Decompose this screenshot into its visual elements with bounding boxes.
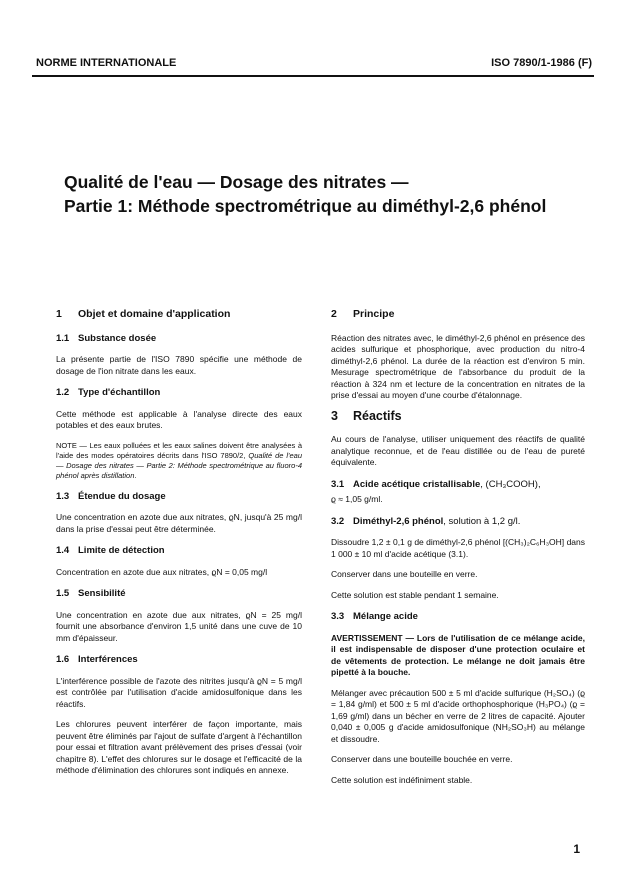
paragraph: Les chlorures peuvent interférer de façon importante, mais peuvent être éliminés par l'ajout de sulfate d'argent à l'échantillon pour essai et filtration avant prélèvement des prises d'essai (voir chapitre 8). L'effet des chlorures sur le dosage et l'efficacité de la méthode d'élimination des chlorures sont indiqués en annexe. bbox=[56, 719, 302, 775]
title-line-2: Partie 1: Méthode spectrométrique au diméthyl-2,6 phénol bbox=[64, 196, 547, 216]
subsection-number: 1.5 bbox=[56, 588, 70, 599]
subsection-heading bbox=[56, 545, 302, 557]
subsection-number: 1.6 bbox=[56, 654, 70, 665]
subsection-heading bbox=[56, 588, 302, 600]
paragraph: Mélanger avec précaution 500 ± 5 ml d'acide sulfurique (H₂SO₄) (ϱ = 1,84 g/ml) et 500 ± 5 ml d'acide orthophosphorique (H₃PO₄) (ϱ = 1,69 g/ml) dans un bécher en verre de 2 litres de capacité. Ajouter 0,040 ± 0,005 g d'acide amidosulfonique (NH₂SO₃H) au mélange et dissoudre. bbox=[331, 687, 585, 744]
note-text: NOTE — Les eaux polluées et les eaux salines doivent être analysées à l'aide des modes opératoires décrits dans l'ISO 7890/2, bbox=[56, 440, 302, 460]
section-heading bbox=[331, 309, 585, 321]
subsection-title: Limite de détection bbox=[78, 545, 165, 556]
subsection-heading bbox=[56, 387, 302, 399]
subsection-heading bbox=[331, 516, 585, 528]
paragraph: La présente partie de l'ISO 7890 spécifie une méthode de dosage de l'ion nitrate dans les eaux. bbox=[56, 354, 302, 376]
subsection-number: 3.3 bbox=[331, 611, 345, 622]
paragraph: Dissoudre 1,2 ± 0,1 g de diméthyl-2,6 phénol [(CH₃)₂C₆H₃OH] dans 1 000 ± 10 ml d'acide acétique (3.1). bbox=[331, 537, 585, 559]
subsection-heading bbox=[56, 333, 302, 345]
subsection-title-rest: , (CH₃COOH), bbox=[480, 478, 541, 490]
paragraph: Cette solution est stable pendant 1 semaine. bbox=[331, 589, 499, 600]
subsection-number: 1.4 bbox=[56, 545, 70, 556]
subsection-heading bbox=[56, 491, 302, 503]
subsection-heading bbox=[56, 654, 302, 666]
paragraph: ϱ ≈ 1,05 g/ml. bbox=[331, 494, 383, 504]
subsection-title: Mélange acide bbox=[353, 611, 418, 622]
title-line-1: Qualité de l'eau — Dosage des nitrates — bbox=[64, 172, 409, 192]
header-standard-type: NORME INTERNATIONALE bbox=[36, 57, 177, 69]
subsection-title-rest: , solution à 1,2 g/l. bbox=[443, 515, 521, 527]
section-number: 1 bbox=[56, 308, 62, 320]
paragraph: Cette solution est indéfiniment stable. bbox=[331, 774, 473, 785]
paragraph: L'interférence possible de l'azote des nitrites jusqu'à ϱN = 5 mg/l est contrôlée par l'utilisation d'acide amidosulfonique dans les réactifs. bbox=[56, 675, 302, 709]
warning-paragraph: AVERTISSEMENT — Lors de l'utilisation de ce mélange acide, il est indispensable de disposer d'une protection oculaire et de vêtements de protection. Le mélange ne doit jamais être pipetté à la bouche. bbox=[331, 632, 585, 677]
header-rule bbox=[32, 75, 594, 77]
section-title: Principe bbox=[353, 308, 395, 320]
section-title: Réactifs bbox=[353, 408, 402, 423]
subsection-number: 3.1 bbox=[331, 478, 345, 490]
paragraph: Une concentration en azote due aux nitrates, ϱN = 25 mg/l fournit une absorbance d'environ 1,5 unité dans une cuve de 10 mm d'épaisseur. bbox=[56, 609, 302, 643]
paragraph: Conserver dans une bouteille bouchée en verre. bbox=[331, 754, 513, 764]
header-standard-number: ISO 7890/1-1986 (F) bbox=[491, 57, 592, 69]
subsection-title: Type d'échantillon bbox=[78, 387, 161, 398]
document-title bbox=[64, 170, 604, 218]
note-end: . bbox=[134, 470, 137, 480]
paragraph: Au cours de l'analyse, utiliser uniquement des réactifs de qualité analytique reconnue, et de l'eau distillée ou de l'eau de pureté équivalente. bbox=[331, 434, 585, 467]
subsection-number: 1.1 bbox=[56, 332, 70, 344]
section-title: Objet et domaine d'application bbox=[78, 308, 231, 320]
section-heading bbox=[331, 408, 585, 423]
subsection-number: 3.2 bbox=[331, 515, 345, 527]
section-heading bbox=[56, 309, 302, 321]
section-number: 2 bbox=[331, 308, 337, 320]
subsection-title: Diméthyl-2,6 phénol bbox=[353, 515, 444, 527]
paragraph: Concentration en azote due aux nitrates, ϱN = 0,05 mg/l bbox=[56, 566, 268, 577]
note-reference-title: Qualité de l'eau — Dosage des nitrates — Partie 2: Méthode spectrométrique au fluoro-4 phénol après distillation bbox=[56, 450, 303, 480]
subsection-number: 1.2 bbox=[56, 387, 70, 398]
page-header bbox=[32, 53, 594, 75]
subsection-number: 1.3 bbox=[56, 490, 70, 502]
paragraph: Cette méthode est applicable à l'analyse directe des eaux potables et des eaux brutes. bbox=[56, 408, 302, 430]
subsection-title: Sensibilité bbox=[78, 588, 126, 599]
subsection-title: Étendue du dosage bbox=[78, 490, 166, 502]
paragraph: Réaction des nitrates avec, le diméthyl-2,6 phénol en présence des acides sulfurique et phosphorique, avec production du nitro-4 diméthyl-2,6 phénol. La durée de la réaction est d'environ 5 min. Mesurage spectrométrique de l'absorbance du produit de la réaction à 324 nm et lecture de la concentration en nitrates de la prise d'essai au moyen d'une courbe d'étalonnage. bbox=[331, 332, 585, 400]
paragraph: Une concentration en azote due aux nitrates, ϱN, jusqu'à 25 mg/l dans la prise d'essai peut être déterminée. bbox=[56, 512, 302, 534]
subsection-heading bbox=[331, 479, 585, 491]
right-column bbox=[331, 306, 585, 795]
paragraph: Conserver dans une bouteille en verre. bbox=[331, 569, 478, 579]
note bbox=[56, 441, 302, 481]
subsection-heading bbox=[331, 611, 585, 623]
section-number: 3 bbox=[331, 408, 338, 423]
subsection-title: Interférences bbox=[78, 654, 138, 665]
left-column bbox=[56, 306, 302, 786]
page-number: 1 bbox=[573, 842, 580, 856]
subsection-title: Substance dosée bbox=[78, 332, 157, 344]
subsection-title: Acide acétique cristallisable bbox=[353, 478, 481, 490]
